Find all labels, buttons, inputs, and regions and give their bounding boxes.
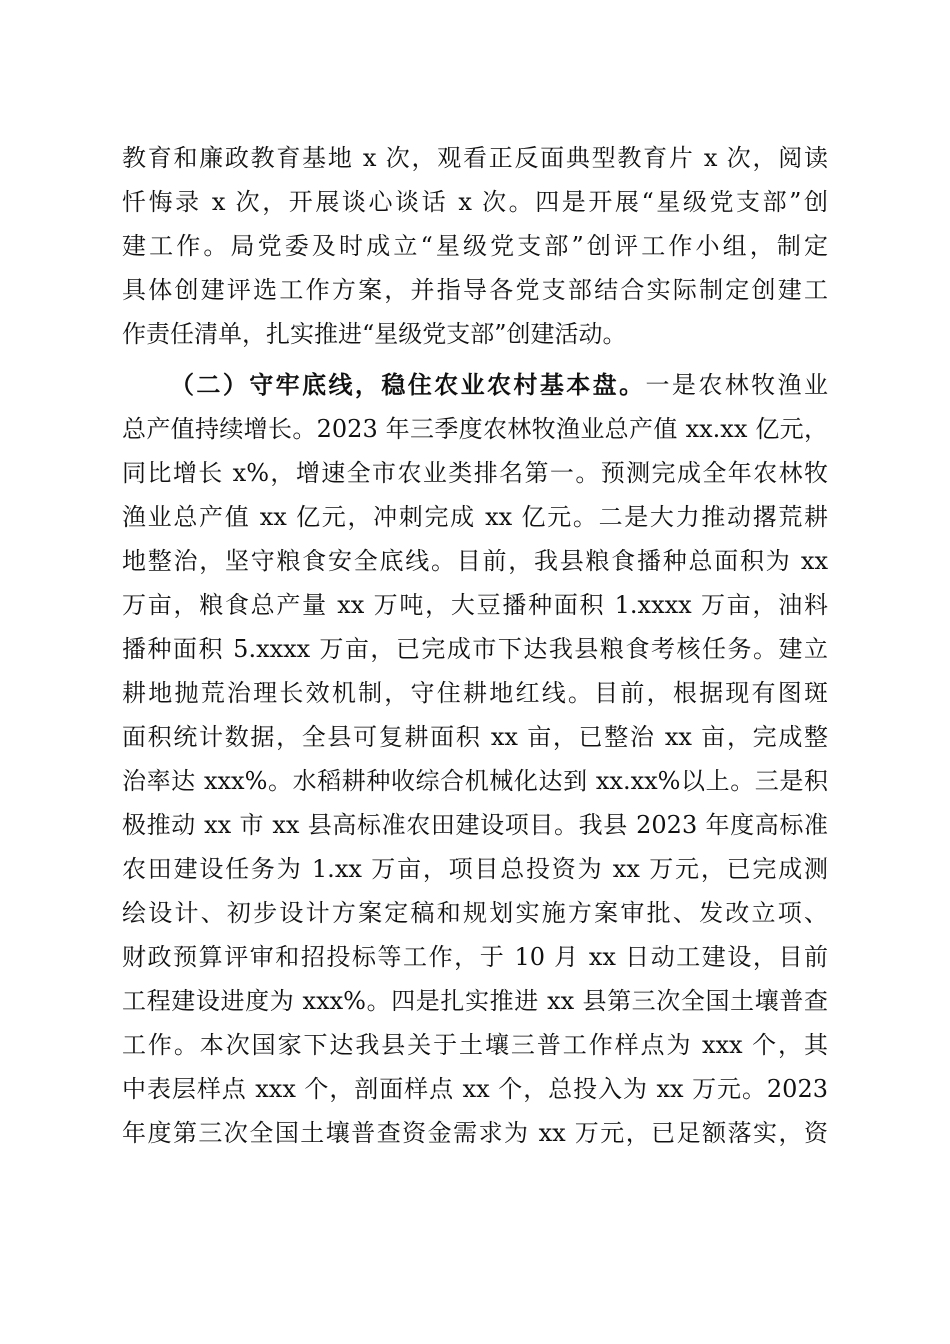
paragraph2-line-12: 农田建设任务为 1.xx 万亩，项目总投资为 xx 万元，已完成测: [122, 855, 828, 883]
paragraph2-line-9: 面积统计数据，全县可复耕面积 xx 亩，已整治 xx 亩，完成整: [122, 723, 828, 751]
paragraph2-line-17: 中表层样点 xxx 个，剖面样点 xx 个，总投入为 xx 万元。2023: [122, 1075, 828, 1103]
paragraph1-line-1: 教育和廉政教育基地 x 次，观看正反面典型教育片 x 次，阅读: [122, 144, 828, 172]
paragraph1-line-4: 具体创建评选工作方案，并指导各党支部结合实际制定创建工: [122, 276, 828, 304]
paragraph2-line-11: 极推动 xx 市 xx 县高标准农田建设项目。我县 2023 年度高标准: [122, 811, 828, 839]
paragraph2-line-10: 治率达 xxx%。水稻耕种收综合机械化达到 xx.xx%以上。三是积: [122, 767, 828, 795]
paragraph1-line-3: 建工作。局党委及时成立“星级党支部”创评工作小组，制定: [122, 232, 828, 260]
paragraph2-line-5: 地整治，坚守粮食安全底线。目前，我县粮食播种总面积为 xx: [122, 547, 828, 575]
paragraph2-first-line: [170, 365, 828, 405]
paragraph2-line-18: 年度第三次全国土壤普查资金需求为 xx 万元，已足额落实，资: [122, 1119, 828, 1147]
paragraph1-line-2: 忏悔录 x 次，开展谈心谈话 x 次。四是开展“星级党支部”创: [122, 188, 828, 216]
paragraph2-line-13: 绘设计、初步设计方案定稿和规划实施方案审批、发改立项、: [122, 899, 828, 927]
paragraph2-line-7: 播种面积 5.xxxx 万亩，已完成市下达我县粮食考核任务。建立: [122, 635, 828, 663]
paragraph2-line-15: 工程建设进度为 xxx%。四是扎实推进 xx 县第三次全国土壤普查: [122, 987, 828, 1015]
paragraph2-line-8: 耕地抛荒治理长效机制，守住耕地红线。目前，根据现有图斑: [122, 679, 828, 707]
paragraph2-line-14: 财政预算评审和招投标等工作，于 10 月 xx 日动工建设，目前: [122, 943, 828, 971]
paragraph2-line-3: 同比增长 x%，增速全市农业类排名第一。预测完成全年农林牧: [122, 459, 828, 487]
section-heading: （二）守牢底线，稳住农业农村基本盘。: [170, 370, 646, 399]
paragraph2-line-6: 万亩，粮食总产量 xx 万吨，大豆播种面积 1.xxxx 万亩，油料: [122, 591, 828, 619]
paragraph1-line-5: 作责任清单，扎实推进“星级党支部”创建活动。: [122, 320, 627, 348]
paragraph2-line-2: 总产值持续增长。2023 年三季度农林牧渔业总产值 xx.xx 亿元，: [122, 415, 828, 443]
paragraph2-line-16: 工作。本次国家下达我县关于土壤三普工作样点为 xxx 个，其: [122, 1031, 828, 1059]
paragraph2-line-4: 渔业总产值 xx 亿元，冲刺完成 xx 亿元。二是大力推动撂荒耕: [122, 503, 828, 531]
paragraph2-first-line-rest: 一是农林牧渔业: [645, 371, 828, 399]
